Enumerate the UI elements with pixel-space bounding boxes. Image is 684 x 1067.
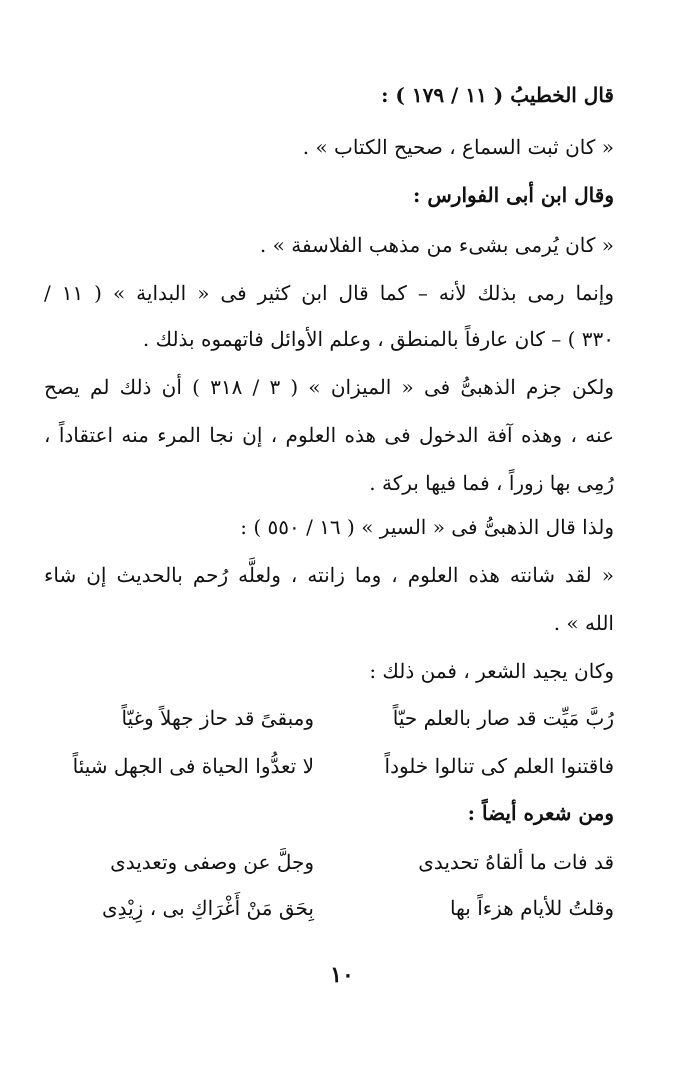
text-line-13: وكان يجيد الشعر ، فمن ذلك :: [369, 659, 614, 683]
poem1-verse-1: [44, 700, 614, 736]
hemistich-first: وقلتُ للأيام هزءاً بها: [449, 896, 614, 920]
poem2-verse-2: [44, 890, 614, 926]
hemistich-first: رُبَّ مَيِّت قد صار بالعلم حيّاً: [392, 706, 614, 730]
text-line-5: وإنما رمى بذلك لأنه – كما قال ابن كثير فى « البداية » ( ١١ /: [44, 281, 614, 305]
hemistich-second: ومبقىً قد حاز جهلاً وغيّاً: [121, 706, 314, 730]
text-line-7: ولكن جزم الذهبىُّ فى « الميزان » ( ٣ / ٣١٨ ) أن ذلك لم يصح: [44, 375, 614, 399]
text-line-8: عنه ، وهذه آفة الدخول فى هذه العلوم ، إن نجا المرء منه اعتقاداً ،: [44, 423, 614, 447]
poem2-intro: ومن شعره أيضاً :: [467, 801, 614, 825]
page-number: ١٠: [330, 962, 354, 988]
text-line-4: « كان يُرمى بشىء من مذهب الفلاسفة » .: [259, 233, 614, 257]
text-line-10: ولذا قال الذهبىُّ فى « السير » ( ١٦ / ٥٥٠ ) :: [240, 515, 614, 539]
hemistich-second: وجلَّ عن وصفى وتعديدى: [110, 850, 314, 874]
text-line-2: « كان ثبت السماع ، صحيح الكتاب » .: [302, 135, 614, 159]
hemistich-first: قد فات ما ألقاهُ تحديدى: [418, 850, 614, 874]
text-line-6: ٣٣٠ ) – كان عارفاً بالمنطق ، وعلم الأوائل فاتهموه بذلك .: [142, 327, 614, 351]
hemistich-first: فاقتنوا العلم كى تنالوا خلوداً: [384, 754, 614, 778]
hemistich-second: لا تعدُّوا الحياة فى الجهل شيئاً: [72, 754, 314, 778]
hemistich-second: بِحَق مَنْ أَغْرَاكِ بى ، زِيْدِى: [101, 896, 314, 920]
poem2-verse-1: [44, 844, 614, 880]
text-line-12: الله » .: [553, 611, 614, 635]
poem1-verse-2: [44, 748, 614, 784]
text-line-11: « لقد شانته هذه العلوم ، وما زانته ، ولعلَّه رُحم بالحديث إن شاء: [44, 563, 614, 587]
text-line-3: وقال ابن أبى الفوارس :: [413, 183, 614, 207]
text-line-1: قال الخطيبُ ( ١١ / ١٧٩ ) :: [381, 83, 614, 107]
text-line-9: رُمِى بها زوراً ، فما فيها بركة .: [369, 471, 614, 495]
